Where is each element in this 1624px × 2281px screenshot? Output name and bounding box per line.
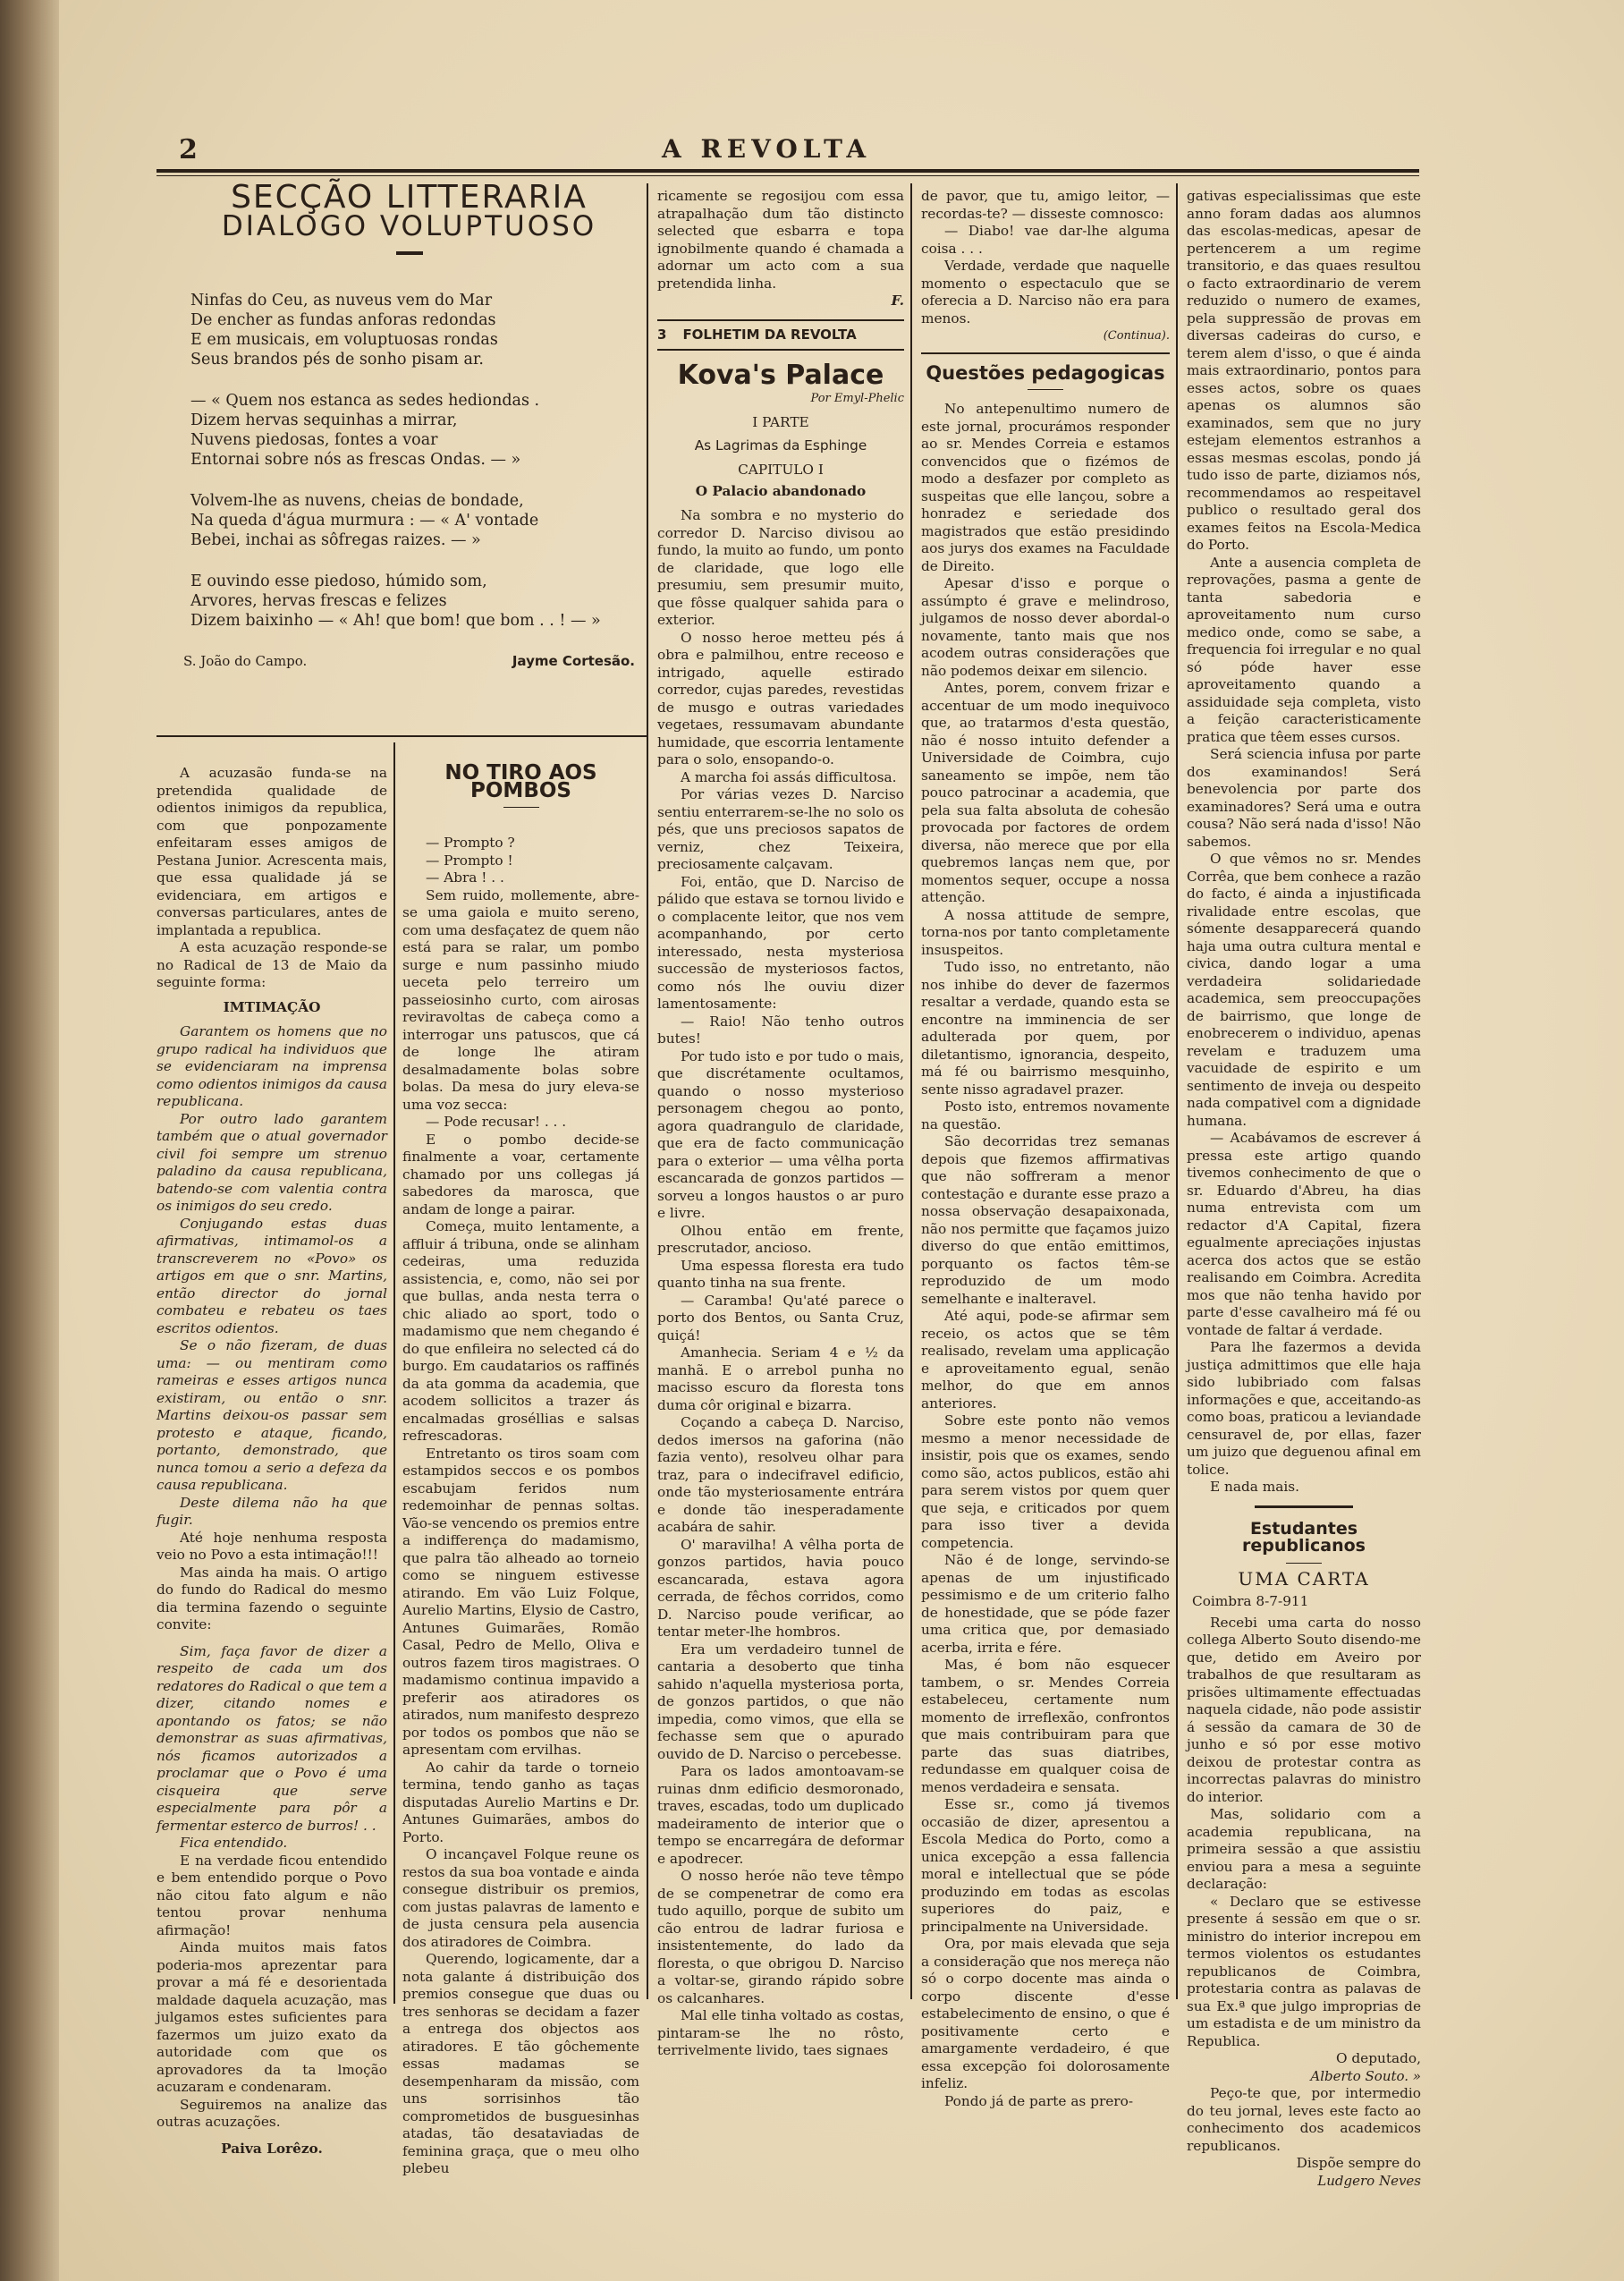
paragraph: Antes, porem, convem frizar e accentuar de um modo inequivoco que, ao tratarmos d'esta questão, não é nosso intuito defender a Universidade de Coimbra, cujo saneamento se impõe, nem tão pouco patrocinar a academia, que pela sua falta absoluta de cohesão provocada por factores de ordem diversa, não merece que por ella quebremos lanças nem que, por momentos sequer, occupe a nossa attenção.: [921, 680, 1170, 905]
paragraph: Ante a ausencia completa de reprovações, pasma a gente de tanta sabedoria e aproveitamento num curso medico onde, como se sabe, a frequencia foi irregular e no qual só póde haver esse aproveitamento quando a assiduidade seja completa, visto a feição caracteristicamente pratica que têem esses cursos.: [1187, 554, 1421, 745]
article-title: Estudantes republicanos: [1242, 1518, 1366, 1556]
poem-bottom-rule: [156, 735, 647, 737]
paragraph: Entretanto os tiros soam com estampidos seccos e os pombos escabujam feridos num redemoinhar de pennas soltas. Vão-se vencendo os premios entre a indifferença do madamismo, que palra tão alheado ao torneio como se ninguem estivesse atirando. Em vão Luiz Folque, Aurelio Martins, Elysio de Castro, Antunes Guimarães, Romão Casal, Pedro de Mello, Oliva e outros fazem tiros magistraes. O madamismo continua impavido a preferir aos atiradores os atirados, num manifesto desprezo por todos os pombos que não se apresentam com ervilhas.: [402, 1445, 639, 1758]
chapter-title: O Palacio abandonado: [695, 482, 867, 499]
paragraph: O incançavel Folque reune os restos da sua boa vontade e ainda consegue distribuir os premios, com justas palavras de lamento e de justa censura pela ausencia dos atiradores de Coimbra.: [402, 1846, 639, 1950]
paragraph: — Caramba! Qu'até parece o porto dos Bentos, ou Santa Cruz, quiçá!: [657, 1292, 904, 1344]
dialogue-line: — Prompto !: [426, 852, 513, 869]
paragraph: Tudo isso, no entretanto, não nos inhibe do dever de fazermos resaltar a verdade, quando esta se encontre na imminencia de ser adulterada por quem, por diletantismo, ignorancia, despeito, má fé ou bairrismo mesquinho, sente nisso agradavel prazer.: [921, 959, 1170, 1098]
quote-block: [156, 1023, 387, 1530]
paragraph: « Declaro que se estivesse presente á sessão em que o sr. ministro do interior increpou em termos violentos os estudantes republicanos de Coimbra, protestaria contra as palavas de sua Ex.ª que julgo improprias de um estadista e de um ministro da Republica.: [1187, 1893, 1421, 2049]
paragraph: Por outro lado garantem também que o atual governador civil foi sempre um strenuo paladino da causa republicana, batendo-se com valentia contra os inimigos do seu credo.: [156, 1110, 387, 1214]
paragraph: Até aqui, pode-se afirmar sem receio, os actos que se têm realisado, revelam uma applicação e aproveitamento egual, senão melhor, do que em annos anteriores.: [921, 1308, 1170, 1412]
paragraph: Sim, faça favor de dizer a respeito de cada um dos redatores do Radical o que tem a dizer, citando nomes e apontando os fatos; se não demonstrar as suas afirmativas, nós ficamos autorizados a proclamar que o Povo é uma cisqueira que serve especialmente para pôr a fermentar esterco de burros! . .: [156, 1642, 388, 1834]
paragraph: Mas, é bom não esquecer tambem, o sr. Mendes Correia estabeleceu, certamente num momento de irreflexão, confrontos que mais contribuiram para que parte das suas diatribes, redundasse em qualquer coisa de menos verdadeira e sensata.: [921, 1657, 1170, 1795]
paragraph: Pondo já de parte as prero-: [944, 2092, 1133, 2109]
ornament-rule: [1028, 389, 1063, 390]
paragraph: Fica entendido.: [180, 1835, 288, 1851]
verse: Nuvens piedosas, fontes a voar: [190, 430, 438, 449]
paragraph: Mas ainda ha mais. O artigo do fundo do Radical do mesmo dia termina fazendo o seguinte convite:: [156, 1564, 387, 1632]
column-3: [657, 188, 904, 2058]
paragraph: Mas, solidario com a academia republicana, na primeira sessão a que assistiu enviou para a mesa a seguinte declaração:: [1187, 1806, 1421, 1892]
book-gutter: [0, 0, 59, 2281]
paragraph: Apesar d'isso e porque o assúmpto é grave e melindroso, julgamos de nosso dever abordal-o novamente, tanto mais que nos acodem outras considerações que não podemos deixar em silencio.: [921, 575, 1170, 679]
verse: Seus brandos pés de sonho pisam ar.: [190, 350, 484, 369]
paragraph: São decorridas trez semanas depois que fizemos affirmativas que não soffreram a menor contestação e durante esse prazo a nossa observação desapaixonada, não nos permitte que façamos juizo diverso do que então emittimos, porquanto os factos têm-se reproduzido de um modo semelhante e inalteravel.: [921, 1133, 1170, 1307]
paragraph: E o pombo decide-se finalmente a voar, certamente chamado por uns collegas já sabedores da marosca, que andam de longe a pairar.: [402, 1131, 639, 1217]
paragraph: Conjugando estas duas afirmativas, intimamol-os a transcreverem no «Povo» os artigos em que o snr. Martins, então director do jornal combateu e rebateu os taes escritos odientos.: [156, 1215, 387, 1336]
paragraph: Até hoje nenhuma resposta veio no Povo a esta intimação!!!: [156, 1529, 387, 1563]
paragraph: Deste dilema não ha que fugir.: [156, 1494, 387, 1528]
article-title: Questões pedagogicas: [926, 361, 1165, 384]
verse: De encher as fundas anforas redondas: [190, 310, 496, 329]
paragraph: Amanhecia. Seriam 4 e ½ da manhã. E o arrebol punha no macisso escuro da floresta tons duma côr original e bizarra.: [657, 1344, 904, 1413]
verse: Na queda d'água murmura : — « A' vontade: [190, 511, 539, 530]
paragraph: — Raio! Não tenho outros butes!: [657, 1013, 904, 1047]
paragraph: O nosso heroe metteu pés á obra e palmilhou, entre receoso e intrigado, aquelle estirado corredor, cujas paredes, revestidas de musgo e outras variedades vegetaes, ressumavam abundante humidade, que escorria lentamente para o solo, ensopando-o.: [657, 629, 904, 767]
paragraph: Posto isto, entremos novamente na questão.: [921, 1098, 1170, 1132]
poem-place: S. João do Campo.: [183, 652, 308, 669]
paragraph: — Pode recusar! . . .: [426, 1114, 567, 1130]
verse: Arvores, hervas frescas e felizes: [190, 591, 447, 610]
page-header: [179, 134, 1422, 165]
paragraph: Foi, então, que D. Narciso de pálido que estava se tornou livido e o complacente leitor, que nos vem acompanhando, por certo interessado, nesta mysteriosa successão de mysteriosos factos, como nós lhe ouviu dizer lamentosamente:: [657, 873, 904, 1012]
paragraph: Por várias vezes D. Narciso sentiu enterrarem-se-lhe no solo os pés, que uns preciosos sapatos de verniz, chez Teixeira, preciosamente calçavam.: [657, 786, 904, 872]
paragraph: Dispõe sempre do: [1296, 2155, 1421, 2171]
column-4: [921, 188, 1170, 2109]
verse: E em musicais, em voluptuosas rondas: [190, 330, 498, 349]
header-rule-thin: [156, 175, 1419, 176]
paragraph: Ao cahir da tarde o torneio termina, tendo ganho as taças disputadas Aurelio Martins e Dr. Antunes Guimarães, ambos do Porto.: [402, 1759, 639, 1845]
paragraph: A marcha foi assás difficultosa.: [681, 768, 897, 785]
paragraph: Sem ruido, mollemente, abre-se uma gaiola e muito sereno, com uma desfaçatez de quem não está para se ralar, um pombo surge e num passinho miudo ueceta pelo terreiro um passeiosinho curto, com airosas reviravoltas de cabeça como a interrogar uns patuscos, que cá de longe lhe atiram desalmadamente bolas sobre bolas. Da mesa do jury eleva-se uma voz secca:: [402, 886, 639, 1113]
section-title: SECÇÃO LITTERARIA: [231, 179, 588, 216]
paragraph: Seguiremos na analize das outras acuzações.: [156, 2096, 387, 2130]
paragraph: Por tudo isto e por tudo o mais, que discrétamente ocultamos, quando o nosso mysterioso personagem chegou ao ponto, agora quadrangulo de claridade, que era de facto communicação para o exterior — uma vêlha porta escancarada de gonzos partidos — sorveu a longos haustos o ar puro e livre.: [657, 1047, 904, 1221]
paragraph: Será sciencia infusa por parte dos examinandos! Será benevolencia por parte dos examinadores? Será uma e outra cousa? Não será nada d'isso! Não sabemos.: [1187, 746, 1421, 850]
paragraph: Para os lados amontoavam-se ruinas dnm edificio desmoronado, traves, escadas, todo um duplicado madeiramento de interior que o tempo se encarregára de deformar e apodrecer.: [657, 1763, 904, 1867]
paragraph: Uma espessa floresta era tudo quanto tinha na sua frente.: [657, 1257, 904, 1291]
article-tiro-aos-pombos: [402, 761, 639, 2176]
verse: — « Quem nos estanca as sedes hediondas .: [190, 391, 540, 410]
letter-date: Coimbra 8-7-911: [1192, 1593, 1309, 1609]
paragraph: O nosso heróe não teve têmpo de se compenetrar de como era tudo aquillo, porque de subito um cão entrou de ladrar furiosa e insistentemente, do lado da floresta, o que obrigou D. Narciso a voltar-se, girando rápido sobre os calcanhares.: [657, 1868, 904, 2006]
paragraph: No antepenultimo numero de este jornal, procurámos responder ao sr. Mendes Correia e estamos convencidos que o fizémos de modo a desfazer por completo as suspeitas que elle lançou, sobre a honradez e seriedade dos magistrados que estão presidindo aos jurys dos exames na Faculdade de Direito.: [921, 401, 1170, 574]
ornament-rule: [1286, 1563, 1322, 1564]
dialogue-line: — Abra ! . .: [426, 869, 504, 886]
paragraph: E na verdade ficou entendido e bem entendido porque o Povo não citou fato algum e não tentou provar nenhuma afirmação!: [156, 1852, 387, 1938]
verse: Ninfas do Ceu, as nuveus vem do Mar: [190, 291, 493, 310]
paragraph: E nada mais.: [1210, 1479, 1300, 1495]
stanza-3: [190, 491, 635, 550]
stanza-1: [190, 291, 635, 369]
paragraph: Era um verdadeiro tunnel de cantaria a desoberto que tinha sahido n'aquella mysteriosa porta, de gonzos partidos, o que não impedia, como vimos, que ella se fechasse sem que o apurado ouvido de D. Narciso o percebesse.: [657, 1641, 904, 1762]
paragraph: A nossa attitude de sempre, torna-nos por tanto completamente insuspeitos.: [921, 906, 1170, 958]
verse: Entornai sobre nós as frescas Ondas. — »: [190, 450, 521, 469]
paragraph: O que vêmos no sr. Mendes Corrêa, que bem conhece a razão do facto, é ainda a injustificada rivalidade entre escolas, que sómente desapparecerá quando haja uma outra cultura mental e civica, dando logar a uma verdadeira solidariedade academica, sem preoccupações de bairrismo, que longe de enobrecerem o individuo, apenas revelam e traduzem uma vacuidade de espirito e um sentimento de inveja ou despeito nada compativel com a dignidade humana.: [1187, 851, 1421, 1129]
paragraph: Garantem os homens que no grupo radical ha individuos que se evidenciaram na imprensa como odientos inimigos da causa republicana.: [156, 1023, 387, 1109]
letter-subtitle: UMA CARTA: [1238, 1567, 1370, 1590]
paragraph: O' maravilha! A vêlha porta de gonzos partidos, havia pouco escancarada, estava agora cerrada, de fêchos corridos, como D. Narciso poude verificar, ao tentar meter-lhe hombros.: [657, 1536, 904, 1640]
paragraph: A acuzasão funda-se na pretendida qualidade de odientos inimigos da republica, com que ponpozamente enfeitaram esses amigos de Pestana Junior. Acrescenta mais, que essa qualidade já se evidenciara, em artigos e conversas particulares, antes de implantada a republica.: [156, 765, 387, 938]
paragraph: Na sombra e no mysterio do corredor D. Narciso divisou ao fundo, la muito ao fundo, um ponto de claridade, que logo elle presumiu, sem presumir muito, que fôsse qualquer sahida para o exterior.: [657, 507, 904, 628]
poem-author: Jayme Cortesão.: [512, 652, 635, 669]
serial-title: Kova's Palace: [677, 360, 884, 391]
column-rule-inner: [393, 742, 395, 2004]
final-signature: Ludgero Neves: [1317, 2172, 1421, 2189]
paragraph: Sobre este ponto não vemos mesmo a menor necessidade de insistir, pois que os exames, sendo como são, actos publicos, estão ahi para serem vistos por quem quer que seja, e criticados por quem para isso tiver a devida competencia.: [921, 1412, 1170, 1551]
paragraph: — Acabávamos de escrever á pressa este artigo quando tivemos conhecimento de que o sr. Eduardo d'Abreu, ha dias numa entrevista com um redactor d'A Capital, fizera egualmente apreciações injustas acerca dos actos que se estão realisando em Coimbra. Acredita mos que não tenha havido por parte d'esse cavalheiro má fé ou vontade de faltar á verdade.: [1187, 1130, 1421, 1338]
folhetim-label: FOLHETIM DA REVOLTA: [682, 326, 857, 343]
column-5: [1187, 188, 1421, 2189]
article-acuzacao: [156, 765, 388, 2157]
page-number: 2: [179, 134, 198, 165]
ornament-dash: [396, 251, 423, 255]
stanza-4: [190, 572, 635, 631]
paragraph: ricamente se regosijou com essa atrapalhação dum tão distincto selected que esbarra e topa ignobilmente quando é chamada a adornar um acto com a sua pretendida linha.: [657, 188, 904, 292]
poem-body: [183, 291, 635, 631]
paragraph: Coçando a cabeça D. Narciso, dedos imersos na gaforina (não fazia vento), resolveu olhar para traz, para o indecifravel edificio, onde tão mysteriosamente entrára e donde tão inesperadamente acabára de sahir.: [657, 1414, 904, 1535]
masthead: A REVOLTA: [662, 134, 872, 164]
chapter: CAPITULO I: [738, 462, 824, 478]
quote-block-2: [156, 1643, 387, 1853]
paragraph: Começa, muito lentamente, a affluir á tribuna, onde se alinham cedeiras, uma reduzida assistencia, e, como, não sei por que bullas, anda nesta terra o chic aliado ao sport, todo o madamismo que nem chegando é do que enfileira no selected cá do burgo. Em caudatarios os raffinés da ata gomma da academia, que acodem sollicitos a trazer ás encalmadas groséllias e salsas refrescadoras.: [402, 1218, 639, 1444]
ornament-rule: [1255, 1505, 1353, 1508]
serial-author: Por Emyl-Phelic: [810, 391, 904, 405]
verse: Volvem-lhe as nuvens, cheias de bondade,: [190, 491, 524, 510]
paragraph: Para lhe fazermos a devida justiça admittimos que elle haja sido lubibriado com falsas informações e que, acceitando-as como boas, praticou a leviandade censuravel de, por ellas, fazer um juizo que deguenou afinal em tolice.: [1187, 1339, 1421, 1478]
paragraph: Olhou então em frente, prescrutador, ancioso.: [657, 1222, 904, 1256]
paragraph: A esta acuzação responde-se no Radical de 13 de Maio da seguinte forma:: [156, 939, 387, 990]
serial-subtitle: As Lagrimas da Esphinge: [694, 437, 867, 454]
paragraph: gativas especialissimas que este anno foram dadas aos alumnos das escolas-medicas, apesar de pertencerem a um regime transitorio, e das quaes resultou o facto extraordinario de verem reduzido o numero de exames, pela suppressão de provas em diversas cadeiras do curso, e terem alem d'isso, o que é ainda mais extraordinario, pontos para esses actos, sobre os quaes apenas os alumnos são examinados, sem que no jury estejam elementos estranhos a essas mesmas escolas, pondo já tudo isso de parte, diziamos nós, recommendamos ao respeitavel publico o resultado geral dos exames feitos na Escola-Medica do Porto.: [1187, 188, 1421, 553]
column-rule-3: [1176, 183, 1178, 1999]
intimacao-heading: IMTIMAÇÃO: [223, 998, 321, 1015]
paragraph: Peço-te que, por intermedio do teu jornal, leves este facto ao conhecimento dos academicos republicanos.: [1187, 2085, 1421, 2154]
paragraph: Verdade, verdade que naquelle momento o espectaculo que se oferecia a D. Narciso não era para menos.: [921, 258, 1170, 326]
paragraph: Se o não fizeram, de duas uma: — ou mentiram como rameiras e esses artigos nunca existiram, ou então o snr. Martins deixou-os passar sem protesto e ataque, ficando, portanto, demonstrado, que nunca tomou a serio a defeza da causa republicana.: [156, 1337, 387, 1493]
header-rule: [156, 169, 1419, 173]
paragraph: — Diabo! vae dar-lhe alguma coisa . . .: [921, 223, 1170, 257]
poem-signature: [183, 652, 635, 671]
ornament-rule: [503, 807, 539, 808]
paragraph: de pavor, que tu, amigo leitor, — recordas-te? — disseste comnosco:: [921, 188, 1170, 222]
poem-section: [183, 179, 635, 733]
folhetim-header: [657, 319, 904, 352]
serial-part: I PARTE: [752, 414, 809, 430]
signature-f: F.: [891, 293, 904, 309]
dialogue-line: — Prompto ?: [426, 835, 515, 851]
poem-title: DIALOGO VOLUPTUOSO: [221, 210, 597, 243]
verse: E ouvindo esse piedoso, húmido som,: [190, 572, 487, 590]
verse: Dizem baixinho — « Ah! que bom! que bom . . ! — »: [190, 611, 601, 630]
section-rule: [921, 352, 1170, 354]
paragraph: Querendo, logicamente, dar a nota galante á distribuição dos premios consegue que duas ou tres senhoras se decidam a fazer a entrega dos objectos aos atiradores. E tão gôchemente essas madamas se desempenharam da missão, com uns sorrisinhos tão comprometidos de busguesinhas atadas, tão desataviadas de feminina graça, que o meu olho plebeu: [402, 1951, 639, 2176]
paragraph: O deputado,: [1335, 2050, 1421, 2066]
deputado-signature: Alberto Souto. »: [1310, 2067, 1421, 2084]
continua-label: (Continua).: [1103, 329, 1170, 343]
paragraph: Ainda muitos mais fatos poderia-mos aprezentar para provar a má fé e desorientada maldade daquela acuzação, mas julgamos estes suficientes para fazermos um juizo exato da autoridade com que os aprovadores da ta lmoção acuzaram e condenaram.: [156, 1939, 387, 2095]
stanza-2: [190, 391, 635, 470]
paragraph: Não é de longe, servindo-se apenas de um injustificado pessimismo e de um criterio falho de honestidade, que se póde fazer uma critica que, por demasiado acerba, irrita e fére.: [921, 1552, 1170, 1656]
paragraph: Ora, por mais elevada que seja a consideração que nos mereça não só o corpo docente mas ainda o corpo discente d'esse estabelecimento de ensino, o que é positivamente certo e amargamente verdadeiro, é que essa excepção foi dolorosamente infeliz.: [921, 1936, 1170, 2091]
signature: Paiva Lorêzo.: [221, 2140, 323, 2157]
verse: Dizem hervas sequinhas a mirrar,: [190, 411, 458, 429]
folhetim-number: 3: [657, 326, 667, 343]
paragraph: Mal elle tinha voltado as costas, pintaram-se lhe no rôsto, terrivelmente livido, taes signaes: [657, 2007, 904, 2058]
paragraph: Esse sr., como já tivemos occasião de dizer, apresentou a Escola Medica do Porto, como a unica excepção a essa fallencia moral e intellectual que se póde produzindo em todas as escolas superiores do paiz, e principalmente na Universidade.: [921, 1796, 1170, 1935]
paragraph: Recebi uma carta do nosso collega Alberto Souto disendo-me que, detido em Aveiro por trabalhos de que resultaram as prisões ultimamente effectuadas naquela cidade, não pode assistir á sessão da camara de 30 de junho e só por esse motivo deixou de protestar contra as incorrectas palavras do ministro do interior.: [1187, 1614, 1421, 1805]
column-rule-1: [647, 183, 648, 1999]
column-rule-2: [910, 183, 912, 1999]
verse: Bebei, inchai as sôfregas raizes. — »: [190, 530, 481, 549]
article-title: NO TIRO AOS POMBOS: [444, 761, 597, 802]
